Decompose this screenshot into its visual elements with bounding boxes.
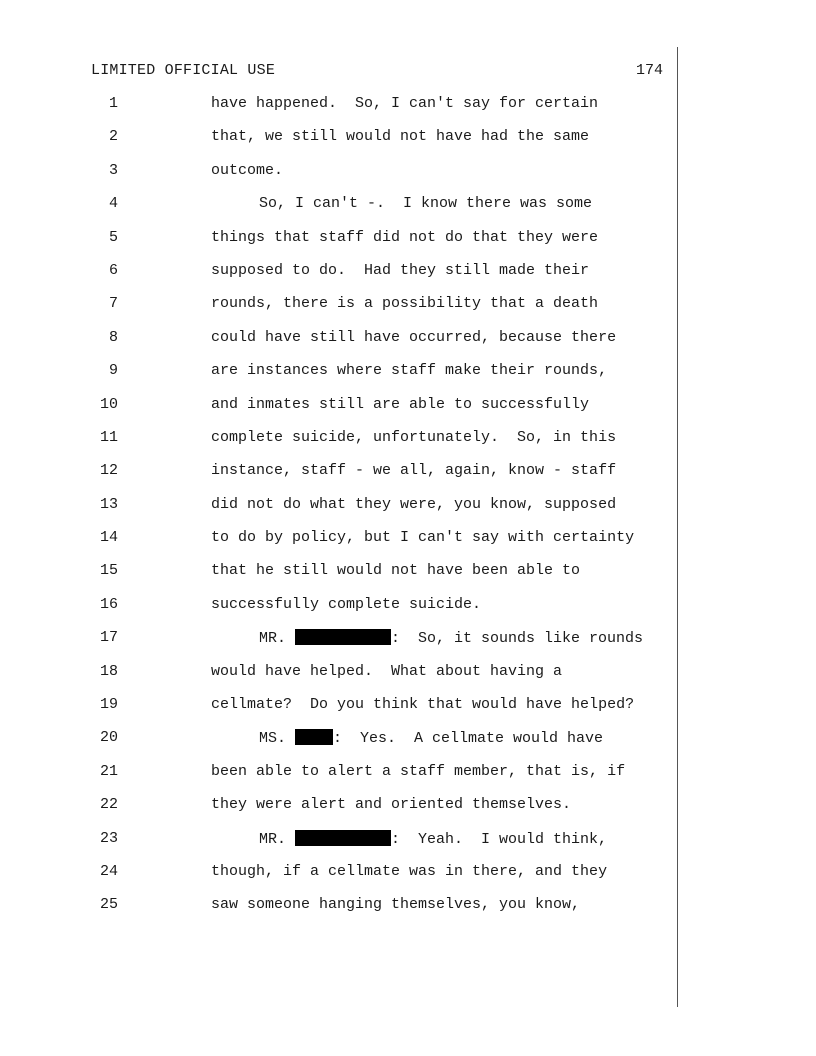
line-text: things that staff did not do that they were bbox=[211, 228, 599, 246]
line-text: and inmates still are able to successfully bbox=[211, 395, 590, 413]
transcript-line bbox=[0, 888, 816, 921]
speaker-title: MR. bbox=[259, 630, 296, 648]
classification-marking: LIMITED OFFICIAL USE bbox=[91, 62, 276, 79]
line-text: cellmate? Do you think that would have helped? bbox=[211, 696, 635, 714]
transcript-line bbox=[0, 521, 816, 554]
transcript-line bbox=[0, 788, 816, 821]
line-text: have happened. So, I can't say for certain bbox=[211, 95, 599, 112]
transcript-line bbox=[0, 388, 816, 421]
line-number: 19 bbox=[99, 696, 118, 714]
transcript-line bbox=[0, 321, 816, 354]
line-number: 13 bbox=[99, 495, 118, 513]
transcript-line bbox=[0, 354, 816, 387]
speaker-title: MS. bbox=[259, 730, 296, 748]
line-number: 21 bbox=[99, 762, 118, 780]
transcript-line bbox=[0, 755, 816, 788]
line-text: that, we still would not have had the same bbox=[211, 128, 590, 146]
speaker-remark: : Yeah. I would think, bbox=[391, 830, 608, 848]
line-text: that he still would not have been able to bbox=[211, 562, 581, 580]
line-number: 11 bbox=[99, 428, 118, 446]
transcript-line bbox=[0, 822, 816, 855]
transcript-line bbox=[0, 655, 816, 688]
line-number: 4 bbox=[108, 195, 118, 213]
redaction-box bbox=[295, 729, 333, 745]
transcript-line bbox=[0, 120, 816, 153]
transcript-line bbox=[0, 154, 816, 187]
speaker-remark: : Yes. A cellmate would have bbox=[333, 730, 604, 748]
transcript-line bbox=[0, 221, 816, 254]
transcript-line bbox=[0, 488, 816, 521]
transcript-line bbox=[0, 855, 816, 888]
transcript-line bbox=[0, 621, 816, 654]
redaction-box bbox=[295, 629, 391, 645]
line-number: 25 bbox=[99, 896, 118, 914]
line-text: are instances where staff make their rounds, bbox=[211, 362, 608, 380]
line-text: they were alert and oriented themselves. bbox=[211, 796, 572, 814]
transcript-line bbox=[0, 87, 816, 120]
transcript-line bbox=[0, 254, 816, 287]
line-number: 22 bbox=[99, 796, 118, 814]
line-text: So, I can't -. I know there was some bbox=[259, 195, 593, 213]
transcript-line bbox=[0, 287, 816, 320]
line-number: 14 bbox=[99, 529, 118, 547]
line-text: supposed to do. Had they still made their bbox=[211, 261, 590, 279]
line-number: 16 bbox=[99, 595, 118, 613]
speaker-line bbox=[211, 729, 603, 747]
line-number: 24 bbox=[99, 862, 118, 880]
transcript-lines bbox=[0, 87, 816, 922]
transcript-line bbox=[0, 588, 816, 621]
line-text: been able to alert a staff member, that is, if bbox=[211, 762, 626, 780]
line-number: 8 bbox=[108, 328, 118, 346]
transcript-line bbox=[0, 187, 816, 220]
line-text: to do by policy, but I can't say with certainty bbox=[211, 529, 635, 547]
line-text: saw someone hanging themselves, you know, bbox=[211, 896, 581, 914]
line-text: would have helped. What about having a bbox=[211, 662, 563, 680]
line-number: 20 bbox=[99, 729, 118, 747]
speaker-line bbox=[211, 830, 607, 848]
line-number: 12 bbox=[99, 462, 118, 480]
transcript-line bbox=[0, 554, 816, 587]
line-number: 10 bbox=[99, 395, 118, 413]
transcript-line bbox=[0, 721, 816, 754]
transcript-line bbox=[0, 688, 816, 721]
line-number: 3 bbox=[108, 161, 118, 179]
transcript-line bbox=[0, 421, 816, 454]
line-text: successfully complete suicide. bbox=[211, 595, 482, 613]
line-number: 6 bbox=[108, 261, 118, 279]
line-text: complete suicide, unfortunately. So, in this bbox=[211, 428, 617, 446]
line-number: 18 bbox=[99, 662, 118, 680]
line-text: did not do what they were, you know, supposed bbox=[211, 495, 617, 513]
line-number: 7 bbox=[108, 295, 118, 313]
speaker-line bbox=[211, 629, 643, 647]
speaker-title: MR. bbox=[259, 830, 296, 848]
transcript-line bbox=[0, 454, 816, 487]
line-number: 17 bbox=[99, 629, 118, 647]
line-text: instance, staff - we all, again, know - staff bbox=[211, 462, 617, 480]
speaker-remark: : So, it sounds like rounds bbox=[391, 630, 644, 648]
line-text: outcome. bbox=[211, 161, 284, 179]
line-number: 2 bbox=[108, 128, 118, 146]
line-number: 5 bbox=[108, 228, 118, 246]
line-text: though, if a cellmate was in there, and they bbox=[211, 862, 608, 880]
line-text: could have still have occurred, because there bbox=[211, 328, 617, 346]
line-number: 1 bbox=[108, 95, 118, 112]
line-number: 23 bbox=[99, 829, 118, 847]
line-text: rounds, there is a possibility that a death bbox=[211, 295, 599, 313]
line-number: 15 bbox=[99, 562, 118, 580]
line-number: 9 bbox=[108, 362, 118, 380]
page-number: 174 bbox=[636, 62, 664, 79]
redaction-box bbox=[295, 830, 391, 846]
